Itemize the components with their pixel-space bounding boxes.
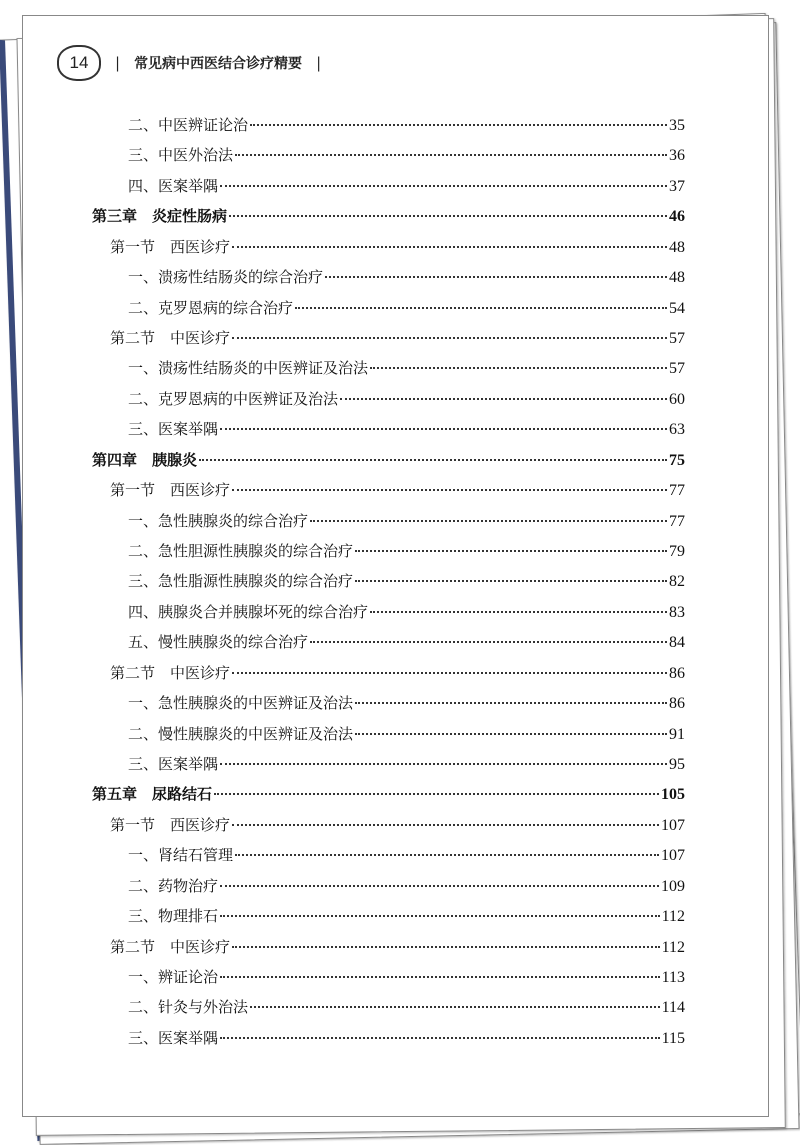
toc-entry[interactable] bbox=[92, 205, 685, 235]
toc-entry[interactable] bbox=[110, 236, 685, 266]
toc-entry-page: 105 bbox=[661, 786, 685, 804]
toc-entry[interactable] bbox=[128, 723, 685, 753]
toc-entry-title: 二、针灸与外治法 bbox=[128, 998, 249, 1017]
toc-entry-title: 第二节 中医诊疗 bbox=[110, 329, 231, 347]
toc-entry-page: 107 bbox=[661, 816, 685, 834]
toc-entry-title: 一、辨证论治 bbox=[128, 968, 219, 987]
toc-entry[interactable] bbox=[110, 662, 685, 692]
toc-entry-page: 95 bbox=[669, 756, 685, 774]
dot-leader bbox=[232, 489, 667, 491]
dot-leader bbox=[355, 702, 667, 704]
toc-entry-page: 115 bbox=[661, 1029, 685, 1047]
toc-entry-title: 第五章 尿路结石 bbox=[92, 785, 213, 804]
dot-leader bbox=[250, 124, 667, 126]
toc-entry[interactable] bbox=[128, 905, 685, 935]
toc-entry-title: 第一节 西医诊疗 bbox=[110, 481, 231, 500]
toc-entry-title: 三、医案举隅 bbox=[128, 1028, 219, 1047]
toc-entry-title: 一、溃疡性结肠炎的中医辨证及治法 bbox=[128, 359, 369, 378]
toc-entry-page: 37 bbox=[669, 177, 685, 195]
toc-entry[interactable] bbox=[92, 783, 685, 813]
toc-entry-page: 75 bbox=[669, 451, 685, 469]
dot-leader bbox=[355, 580, 667, 582]
toc-entry-title: 四、医案举隅 bbox=[128, 176, 219, 195]
toc-entry[interactable] bbox=[128, 540, 685, 570]
dot-leader bbox=[229, 215, 667, 217]
toc-entry-title: 三、中医外治法 bbox=[128, 146, 234, 165]
toc-entry[interactable] bbox=[128, 510, 685, 540]
dot-leader bbox=[235, 854, 659, 856]
toc-entry-title: 二、药物治疗 bbox=[128, 876, 219, 895]
toc-entry-page: 109 bbox=[661, 877, 685, 895]
toc-entry-title: 二、急性胆源性胰腺炎的综合治疗 bbox=[128, 542, 354, 561]
dot-leader bbox=[220, 915, 660, 917]
toc-entry-title: 第一节 西医诊疗 bbox=[110, 815, 231, 834]
toc-entry[interactable] bbox=[110, 936, 685, 966]
dot-leader bbox=[310, 520, 667, 522]
toc-entry-page: 86 bbox=[669, 695, 685, 713]
toc-entry[interactable] bbox=[128, 844, 685, 874]
dot-leader bbox=[355, 550, 667, 552]
toc-entry-page: 113 bbox=[661, 969, 685, 987]
toc-entry-title: 第二节 中医诊疗 bbox=[110, 663, 231, 682]
dot-leader bbox=[199, 459, 667, 461]
toc-entry-title: 一、肾结石管理 bbox=[128, 846, 234, 865]
toc-entry-title: 第一节 西医诊疗 bbox=[110, 237, 231, 256]
toc-entry-page: 63 bbox=[669, 421, 685, 439]
toc-entry-title: 三、物理排石 bbox=[128, 907, 219, 926]
book-title: 常见病中西医结合诊疗精要 bbox=[134, 56, 303, 72]
toc-entry-title: 四、胰腺炎合并胰腺坏死的综合治疗 bbox=[128, 602, 369, 621]
toc-entry-title: 二、克罗恩病的综合治疗 bbox=[128, 298, 294, 317]
toc-entry-page: 107 bbox=[661, 847, 685, 865]
toc-entry-page: 84 bbox=[669, 634, 685, 652]
dot-leader bbox=[220, 1037, 660, 1039]
toc-entry-title: 三、急性脂源性胰腺炎的综合治疗 bbox=[128, 572, 354, 591]
dot-leader bbox=[232, 246, 667, 248]
toc-entry-page: 57 bbox=[669, 360, 685, 378]
toc-entry-title: 二、慢性胰腺炎的中医辨证及治法 bbox=[128, 724, 354, 743]
dot-leader bbox=[220, 885, 659, 887]
toc-entry[interactable] bbox=[128, 114, 685, 144]
toc-entry[interactable] bbox=[128, 631, 685, 661]
toc-entry[interactable] bbox=[110, 327, 685, 357]
toc-entry-page: 114 bbox=[661, 999, 685, 1017]
toc-entry-title: 一、溃疡性结肠炎的综合治疗 bbox=[128, 268, 324, 287]
dot-leader bbox=[370, 367, 667, 369]
dot-leader bbox=[295, 307, 667, 309]
toc-entry[interactable] bbox=[128, 753, 685, 783]
toc-entry-title: 第四章 胰腺炎 bbox=[92, 450, 198, 469]
toc-entry-title: 第二节 中医诊疗 bbox=[110, 937, 231, 956]
toc-entry[interactable] bbox=[128, 418, 685, 448]
toc-entry-page: 60 bbox=[669, 390, 685, 408]
toc-entry-page: 54 bbox=[669, 299, 685, 317]
dot-leader bbox=[214, 793, 659, 795]
dot-leader bbox=[220, 185, 667, 187]
toc-entry-page: 112 bbox=[661, 938, 685, 956]
header-separator: | bbox=[316, 54, 322, 72]
toc-entry[interactable] bbox=[128, 1027, 685, 1057]
toc-entry-title: 一、急性胰腺炎的综合治疗 bbox=[128, 511, 309, 530]
dot-leader bbox=[310, 641, 667, 643]
dot-leader bbox=[235, 154, 667, 156]
dot-leader bbox=[250, 1006, 660, 1008]
toc-entry[interactable] bbox=[110, 814, 685, 844]
toc-entry[interactable] bbox=[110, 479, 685, 509]
toc-entry-title: 一、急性胰腺炎的中医辨证及治法 bbox=[128, 694, 354, 713]
toc-entry[interactable] bbox=[128, 297, 685, 327]
header-separator: | bbox=[115, 54, 121, 72]
toc-entry-page: 48 bbox=[669, 238, 685, 256]
toc-entry-page: 57 bbox=[669, 330, 685, 347]
page-header bbox=[57, 45, 335, 81]
toc-entry[interactable] bbox=[128, 692, 685, 722]
dot-leader bbox=[232, 337, 667, 339]
dot-leader bbox=[220, 428, 667, 430]
toc-entry-page: 112 bbox=[661, 908, 685, 926]
toc-entry-page: 82 bbox=[669, 573, 685, 591]
dot-leader bbox=[220, 976, 660, 978]
dot-leader bbox=[325, 276, 667, 278]
toc-entry-title: 第三章 炎症性肠病 bbox=[92, 207, 228, 226]
toc-entry-title: 二、克罗恩病的中医辨证及治法 bbox=[128, 389, 339, 408]
toc-entry[interactable] bbox=[128, 570, 685, 600]
toc-entry[interactable] bbox=[128, 266, 685, 296]
dot-leader bbox=[232, 946, 660, 948]
toc-entry-title: 三、医案举隅 bbox=[128, 755, 219, 774]
toc-entry[interactable] bbox=[128, 996, 685, 1026]
toc-entry[interactable] bbox=[128, 357, 685, 387]
dot-leader bbox=[370, 611, 667, 613]
toc-entry-page: 36 bbox=[669, 147, 685, 165]
dot-leader bbox=[220, 763, 667, 765]
toc-entry[interactable] bbox=[128, 875, 685, 905]
toc-entry[interactable] bbox=[92, 449, 685, 479]
dot-leader bbox=[355, 733, 667, 735]
toc-entry-page: 91 bbox=[669, 725, 685, 743]
toc-entry-page: 83 bbox=[669, 603, 685, 621]
toc-entry[interactable] bbox=[128, 388, 685, 418]
toc-entry-title: 五、慢性胰腺炎的综合治疗 bbox=[128, 633, 309, 652]
dot-leader bbox=[340, 398, 667, 400]
toc-entry[interactable] bbox=[128, 966, 685, 996]
toc-entry-page: 86 bbox=[669, 664, 685, 682]
dot-leader bbox=[232, 824, 659, 826]
dot-leader bbox=[232, 672, 667, 674]
toc-entry-page: 48 bbox=[669, 269, 685, 287]
toc-entry-title: 二、中医辨证论治 bbox=[128, 116, 249, 134]
toc-entry-page: 77 bbox=[669, 512, 685, 530]
toc-entry[interactable] bbox=[128, 144, 685, 174]
toc-entry-page: 79 bbox=[669, 543, 685, 561]
toc-entry-page: 35 bbox=[669, 117, 685, 134]
toc-entry-page: 77 bbox=[669, 482, 685, 500]
page-number-badge: 14 bbox=[57, 45, 101, 81]
toc-entry[interactable] bbox=[128, 601, 685, 631]
toc-entry[interactable] bbox=[128, 175, 685, 205]
toc-entry-page: 46 bbox=[669, 208, 685, 226]
toc-entry-title: 三、医案举隅 bbox=[128, 420, 219, 439]
